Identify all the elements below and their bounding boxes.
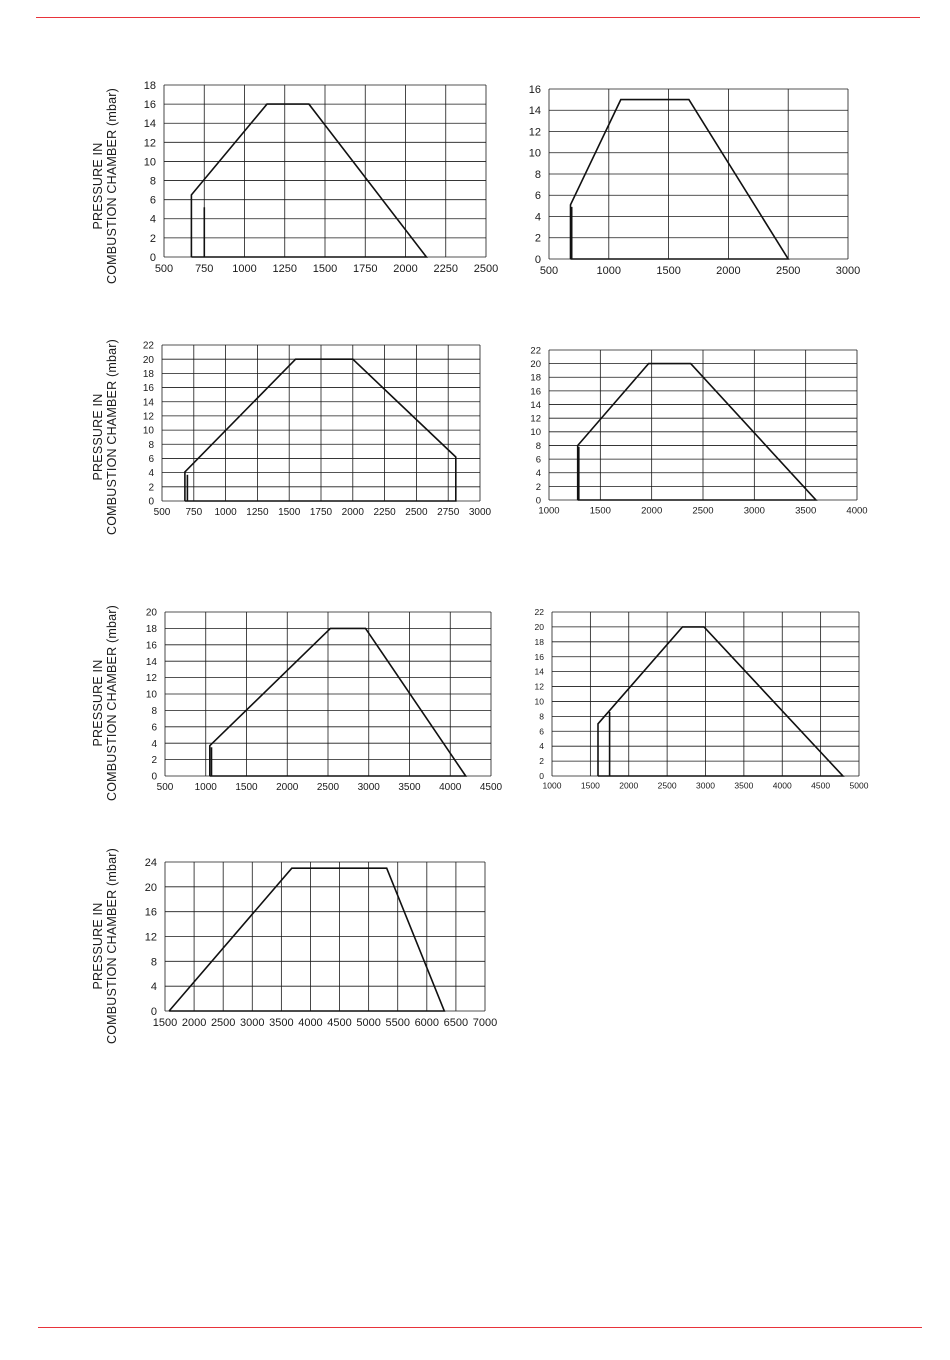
y-tick-label: 4 [149,213,156,226]
x-tick-label: 3500 [398,782,421,793]
y-tick-label: 18 [143,79,156,92]
y-axis-label [91,56,119,316]
y-tick-label: 18 [534,636,544,647]
pressure-chart-2 [509,81,862,281]
y-tick-label: 22 [142,340,154,352]
y-tick-label: 12 [144,931,157,944]
x-tick-label: 6000 [414,1017,440,1029]
x-tick-label: 3500 [734,780,754,791]
x-tick-label: 1500 [235,782,258,793]
x-tick-label: 2500 [473,263,499,275]
x-tick-label: 4500 [327,1017,352,1029]
y-tick-label: 16 [534,651,544,662]
y-tick-label: 10 [142,425,154,437]
y-tick-label: 2 [148,482,154,494]
y-tick-label: 6 [534,190,541,203]
y-tick-label: 20 [142,354,154,366]
envelope-line [571,100,789,259]
y-tick-label: 8 [539,711,544,722]
y-tick-label: 2 [539,756,544,767]
x-tick-label: 3000 [468,507,492,518]
pressure-chart-6 [512,604,873,798]
top-rule [36,17,920,18]
y-tick-label: 20 [145,607,157,619]
envelope-line [169,868,444,1011]
y-tick-label: 14 [528,105,541,118]
x-tick-label: 500 [153,507,171,518]
x-tick-label: 500 [156,782,174,793]
y-tick-label: 0 [151,771,157,783]
x-tick-label: 750 [185,507,203,518]
x-tick-label: 4000 [298,1017,323,1029]
x-tick-label: 2000 [641,505,663,517]
x-tick-label: 3000 [240,1017,265,1029]
x-tick-label: 3000 [696,780,715,791]
pressure-chart-5 [125,604,505,798]
y-tick-label: 14 [534,666,544,677]
x-tick-label: 4000 [846,505,868,517]
y-tick-label: 14 [530,399,541,411]
y-tick-label: 24 [144,856,157,869]
x-tick-label: 5500 [385,1017,410,1029]
y-tick-label: 20 [534,621,544,632]
x-tick-label: 3500 [795,505,817,517]
x-tick-label: 500 [539,265,559,277]
y-axis-label-line2: COMBUSTION CHAMBER (mbar) [105,339,119,535]
y-tick-label: 22 [534,607,544,618]
x-tick-label: 2000 [276,782,299,793]
x-tick-label: 5000 [849,780,869,791]
x-tick-label: 4500 [811,780,831,791]
y-tick-label: 18 [530,372,541,384]
y-axis-label [91,573,119,833]
y-tick-label: 10 [534,696,544,707]
x-tick-label: 1500 [580,780,600,791]
y-tick-label: 12 [142,411,154,423]
y-tick-label: 2 [149,232,156,245]
x-tick-label: 500 [154,263,174,275]
x-tick-label: 2500 [210,1017,236,1029]
y-tick-label: 6 [535,454,541,466]
x-tick-label: 1750 [353,263,378,275]
y-tick-label: 0 [149,251,156,264]
y-tick-label: 0 [539,771,544,782]
y-tick-label: 8 [150,956,157,969]
x-tick-label: 2500 [405,507,428,518]
y-tick-label: 2 [151,755,157,767]
x-tick-label: 3000 [743,505,765,517]
x-tick-label: 1500 [589,505,611,517]
y-tick-label: 0 [535,495,541,507]
y-tick-label: 16 [143,99,156,112]
x-tick-label: 1250 [246,507,269,518]
y-tick-label: 8 [151,706,157,717]
x-tick-label: 4500 [479,782,503,793]
y-tick-label: 6 [539,726,544,737]
y-tick-label: 16 [142,383,154,395]
y-tick-label: 14 [142,397,154,409]
y-axis-label [91,816,119,1076]
y-tick-label: 4 [151,738,157,750]
y-axis-label-line1: PRESSURE IN [91,902,105,990]
x-tick-label: 1000 [194,782,217,793]
x-tick-label: 2000 [393,263,418,275]
pressure-chart-4 [509,342,871,522]
y-tick-label: 16 [528,83,541,96]
x-tick-label: 2500 [316,782,340,793]
y-axis-label-line1: PRESSURE IN [91,659,105,747]
y-axis-label-line2: COMBUSTION CHAMBER (mbar) [105,848,119,1044]
y-tick-label: 10 [530,427,541,439]
x-tick-label: 3000 [835,265,861,277]
y-tick-label: 8 [535,440,541,452]
x-tick-label: 2000 [716,265,741,277]
y-tick-label: 0 [148,496,154,508]
y-tick-label: 12 [530,413,541,425]
y-tick-label: 16 [145,640,157,652]
y-tick-label: 8 [149,175,156,188]
x-tick-label: 1000 [538,505,560,517]
y-tick-label: 2 [535,481,541,493]
y-tick-label: 14 [143,118,156,131]
y-tick-label: 18 [145,624,157,635]
y-tick-label: 8 [534,168,541,181]
y-tick-label: 8 [148,439,154,451]
y-tick-label: 16 [144,906,157,919]
x-tick-label: 1500 [152,1017,178,1029]
x-tick-label: 2250 [373,507,396,518]
y-tick-label: 10 [528,147,541,160]
x-tick-label: 1250 [272,263,297,275]
x-tick-label: 1500 [278,507,301,518]
y-axis-label [91,307,119,567]
x-tick-label: 2750 [437,507,460,518]
x-tick-label: 2000 [341,507,364,518]
y-tick-label: 4 [534,211,541,224]
y-axis-label-line1: PRESSURE IN [91,393,105,481]
bottom-rule [38,1327,922,1328]
y-tick-label: 10 [143,156,156,169]
y-tick-label: 4 [535,468,541,480]
pressure-chart-7 [125,854,499,1033]
y-tick-label: 16 [530,386,541,398]
y-tick-label: 12 [143,137,156,150]
y-tick-label: 4 [148,468,154,480]
x-tick-label: 1750 [309,507,333,518]
x-tick-label: 5000 [356,1017,381,1029]
y-tick-label: 10 [145,689,157,701]
x-tick-label: 1500 [312,263,338,275]
y-axis-label-line2: COMBUSTION CHAMBER (mbar) [105,605,119,801]
y-tick-label: 12 [145,673,157,685]
x-tick-label: 1000 [596,265,622,277]
y-tick-label: 20 [530,359,541,371]
x-tick-label: 2000 [619,780,639,791]
x-tick-label: 3000 [357,782,380,793]
x-tick-label: 6500 [443,1017,469,1029]
y-tick-label: 0 [150,1005,157,1018]
pressure-chart-3 [122,337,494,523]
y-tick-label: 12 [528,126,541,139]
y-axis-label-line1: PRESSURE IN [91,142,105,230]
y-tick-label: 20 [144,881,157,894]
y-tick-label: 4 [150,981,157,994]
x-tick-label: 1000 [214,507,237,518]
y-tick-label: 0 [534,253,541,266]
x-tick-label: 1000 [232,263,257,275]
x-tick-label: 7000 [472,1017,498,1029]
x-tick-label: 2000 [181,1017,207,1029]
x-tick-label: 4000 [439,782,462,793]
x-tick-label: 1000 [542,780,562,791]
y-tick-label: 14 [145,656,157,668]
x-tick-label: 3500 [269,1017,294,1029]
pressure-chart-1 [124,77,500,279]
y-tick-label: 4 [539,741,544,752]
x-tick-label: 1500 [656,265,681,277]
y-tick-label: 2 [534,232,541,245]
y-tick-label: 22 [530,345,541,357]
envelope-line [210,628,466,776]
x-tick-label: 4000 [772,780,792,791]
x-tick-label: 2500 [692,505,714,517]
y-tick-label: 18 [142,368,154,380]
y-tick-label: 6 [151,722,157,734]
x-tick-label: 2250 [433,263,458,275]
y-axis-label-line2: COMBUSTION CHAMBER (mbar) [105,88,119,284]
y-tick-label: 6 [148,454,154,466]
y-tick-label: 12 [534,681,544,692]
y-tick-label: 6 [149,194,156,207]
x-tick-label: 2500 [775,265,801,277]
x-tick-label: 2500 [657,780,677,791]
x-tick-label: 750 [195,263,214,275]
